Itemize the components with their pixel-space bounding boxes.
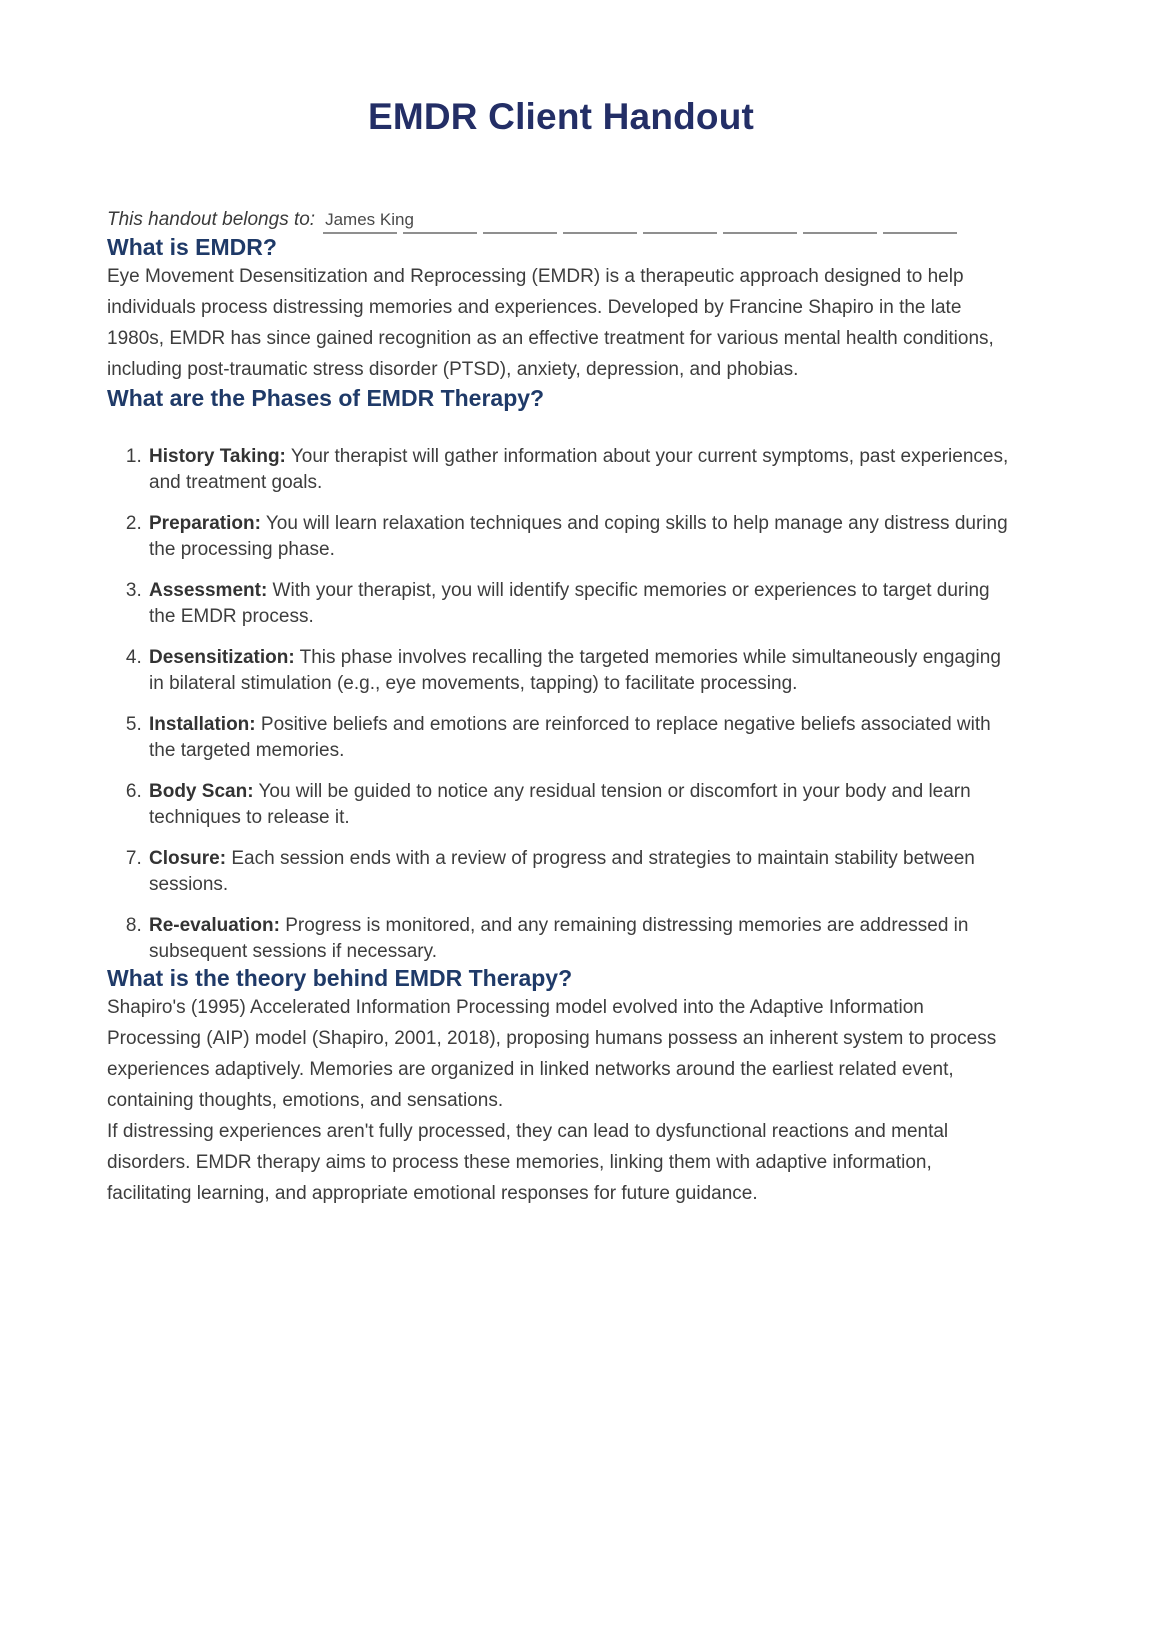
phase-label-8: Re-evaluation:: [149, 915, 280, 936]
phase-text-5: Positive beliefs and emotions are reinforced to replace negative beliefs associated with the targeted memories.: [149, 714, 991, 761]
phase-item-3: [147, 578, 1015, 630]
belongs-to-label: This handout belongs to:: [107, 209, 316, 230]
paragraph-theory-1: Shapiro's (1995) Accelerated Information Processing model evolved into the Adaptive Information Processing (AIP) model (Shapiro, 2001, 2018), proposing humans possess an inherent system to process experiences adaptively. Memories are organized in linked networks around the earliest related event, containing thoughts, emotions, and sensations.: [107, 997, 997, 1111]
phase-item-7: [147, 846, 1015, 898]
belongs-to-row: [107, 204, 959, 234]
phase-label-3: Assessment:: [149, 580, 268, 601]
phase-text-8: Progress is monitored, and any remaining distressing memories are addressed in subsequent sessions if necessary.: [149, 915, 969, 962]
phase-list: [107, 444, 1015, 965]
phase-label-4: Desensitization:: [149, 647, 295, 668]
phase-item-5: [147, 712, 1015, 764]
phase-label-6: Body Scan:: [149, 781, 254, 802]
phase-item-4: [147, 645, 1015, 697]
belongs-to-line: [323, 204, 959, 234]
phase-text-2: You will learn relaxation techniques and coping skills to help manage any distress during the processing phase.: [149, 513, 1008, 560]
phase-label-2: Preparation:: [149, 513, 261, 534]
belongs-to-name: James King: [325, 210, 414, 229]
heading-theory: What is the theory behind EMDR Therapy?: [107, 965, 573, 991]
phase-text-6: You will be guided to notice any residual tension or discomfort in your body and learn techniques to release it.: [149, 781, 971, 828]
phase-text-3: With your therapist, you will identify specific memories or experiences to target during the EMDR process.: [149, 580, 990, 627]
phase-item-6: [147, 779, 1015, 831]
heading-what-is-emdr: What is EMDR?: [107, 234, 277, 260]
phase-text-7: Each session ends with a review of progress and strategies to maintain stability between sessions.: [149, 848, 975, 895]
phase-item-8: [147, 913, 1015, 965]
phase-item-2: [147, 511, 1015, 563]
phase-item-1: [147, 444, 1015, 496]
phase-text-1: Your therapist will gather information about your current symptoms, past experiences, and treatment goals.: [149, 446, 1009, 493]
phase-label-1: History Taking:: [149, 446, 286, 467]
page-title: EMDR Client Handout: [367, 96, 755, 137]
heading-phases: What are the Phases of EMDR Therapy?: [107, 385, 545, 411]
paragraph-what-is-emdr: Eye Movement Desensitization and Reprocessing (EMDR) is a therapeutic approach designed to help individuals process distressing memories and experiences. Developed by Francine Shapiro in the late 1980s, EMDR has since gained recognition as an effective treatment for various mental health conditions, including post-traumatic stress disorder (PTSD), anxiety, depression, and phobias.: [107, 266, 994, 380]
phase-label-7: Closure:: [149, 848, 227, 869]
phase-text-4: This phase involves recalling the targeted memories while simultaneously engaging in bilateral stimulation (e.g., eye movements, tapping) to facilitate processing.: [149, 647, 1001, 694]
paragraph-theory-2: If distressing experiences aren't fully processed, they can lead to dysfunctional reactions and mental disorders. EMDR therapy aims to process these memories, linking them with adaptive information, facilitating learning, and appropriate emotional responses for future guidance.: [107, 1121, 949, 1204]
phase-label-5: Installation:: [149, 714, 256, 735]
